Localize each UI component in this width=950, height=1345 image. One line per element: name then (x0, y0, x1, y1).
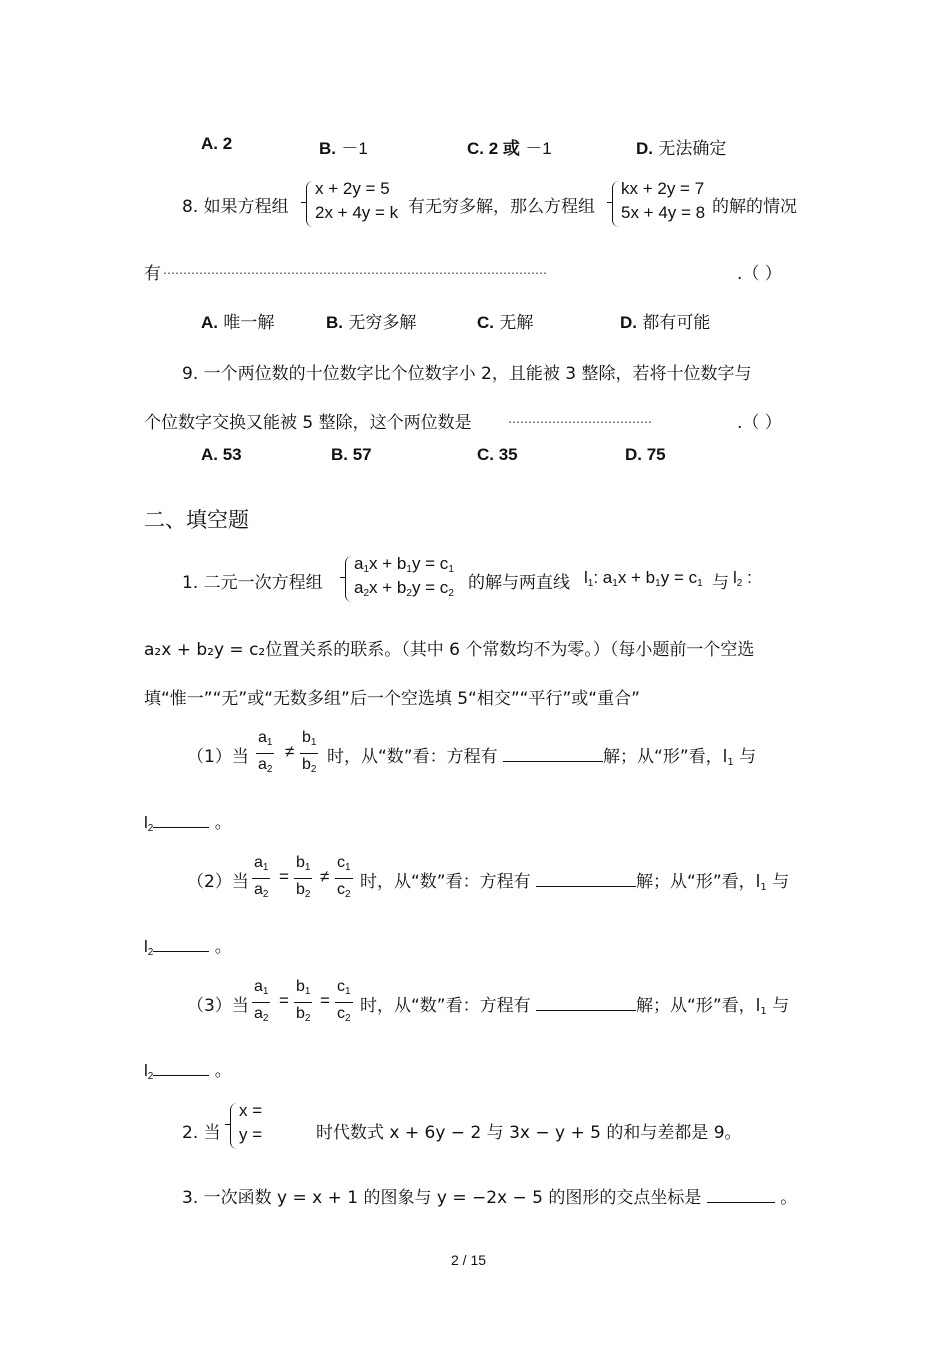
brace-icon (306, 181, 315, 227)
q8-dots: …………………………………………………………………………………… (163, 263, 547, 277)
neq-sign: ≠ (320, 867, 330, 886)
q8-system-1 (306, 181, 406, 229)
fraction-c1-c2: $\frac{c_1}{c_2}$ (337, 854, 351, 900)
q9-dots: ……………………………… (508, 412, 652, 426)
fraction-b1-b2: $\frac{b_1}{b_2}$ (296, 978, 311, 1024)
sub1-mid: 时，从“数”看：方程有 解；从“形”看，$l_1$ 与 (327, 747, 757, 768)
equation-line: 2x + 4y = k (315, 203, 399, 222)
equation-line: x = (239, 1101, 263, 1120)
f3-text: 3. 一次函数 y = x + 1 的图象与 y = −2x − 5 的图形的交点坐标是 。 (182, 1188, 798, 1208)
f2-system (230, 1103, 290, 1151)
q9-option-d: D. 75 (625, 445, 666, 464)
q8-option-c: C. 无解 (477, 313, 534, 333)
blank-3a[interactable] (536, 996, 636, 1011)
section-title: 二、填空题 (144, 508, 249, 532)
fraction-b1-b2: $\frac{b_1}{b_2}$ (296, 854, 311, 900)
fraction-a1-a2: $\frac{a_1}{a_2}$ (258, 729, 273, 775)
q9-line1: 9. 一个两位数的十位数字比个位数字小 2，且能被 3 整除，若将十位数字与 (182, 364, 752, 384)
f1-prefix: 1. 二元一次方程组 (182, 573, 323, 593)
brace-icon (345, 556, 354, 602)
blank-f3[interactable] (707, 1188, 775, 1203)
line-l2-label: $l_2$ : (733, 568, 752, 589)
q8-prefix: 8. 如果方程组 (182, 197, 289, 217)
equation-line: 5x + 4y = 8 (621, 203, 706, 222)
brace-icon (230, 1103, 239, 1149)
sub3-l2-line: $l_2$ 。 (144, 1061, 232, 1082)
q7-options (201, 134, 232, 154)
sub2-mid: 时，从“数”看：方程有 解；从“形”看，$l_1$ 与 (360, 872, 790, 893)
f1-with: 与 (712, 573, 729, 593)
neq-sign: ≠ (285, 742, 295, 761)
f2-prefix: 2. 当 (182, 1123, 221, 1143)
fraction-c1-c2: $\frac{c_1}{c_2}$ (337, 978, 351, 1024)
sub2-l2-line: $l_2$ 。 (144, 937, 232, 958)
q9-option-b: B. 57 (331, 445, 372, 464)
eq-sign: = (320, 991, 330, 1010)
q7-option-d: D. 无法确定 (636, 139, 727, 159)
q8-option-b: B. 无穷多解 (326, 313, 417, 333)
q7-option-a: A. 2 (201, 134, 233, 153)
q7-option-c: C. 2 或 －1 (467, 139, 552, 158)
q7-option-b: B. －1 (319, 139, 368, 158)
brace-icon (612, 181, 621, 227)
q8-line2: 有 (144, 264, 161, 284)
q8-middle: 有无穷多解，那么方程组 (408, 197, 595, 217)
sub3-mid: 时，从“数”看：方程有 解；从“形”看，$l_1$ 与 (360, 996, 790, 1017)
f1-line3: 填“惟一”“无”或“无数多组”后一个空选填 5“相交”“平行”或“重合” (144, 689, 640, 709)
blank-1a[interactable] (503, 747, 603, 762)
q9-option-c: C. 35 (477, 445, 518, 464)
sub1-l2-line: $l_2$ 。 (144, 813, 232, 834)
q8-option-a: A. 唯一解 (201, 313, 275, 333)
sub1-prefix: （1）当 (187, 747, 249, 767)
equation-line: $a_1x + b_1y = c_1$ (354, 554, 454, 575)
q8-paren: .（ ） (737, 264, 782, 284)
equation-line: $a_2x + b_2y = c_2$ (354, 578, 454, 599)
q9-line2: 个位数字交换又能被 5 整除，这个两位数是 (144, 413, 472, 433)
page-number: 2 / 15 (451, 1252, 487, 1268)
blank-1b[interactable] (153, 813, 209, 828)
fraction-a1-a2: $\frac{a_1}{a_2}$ (254, 978, 269, 1024)
blank-3b[interactable] (153, 1061, 209, 1076)
eq-sign: = (279, 991, 289, 1010)
q8-suffix: 的解的情况 (712, 197, 797, 217)
q9-paren: .（ ） (737, 413, 782, 433)
q8-option-d: D. 都有可能 (620, 313, 711, 333)
f1-system (345, 556, 465, 604)
sub3-prefix: （3）当 (187, 996, 249, 1016)
q8-system-2 (612, 181, 712, 229)
equation-line: y = (239, 1125, 263, 1144)
fraction-b1-b2: $\frac{b_1}{b_2}$ (302, 729, 317, 775)
fraction-a1-a2: $\frac{a_1}{a_2}$ (254, 854, 269, 900)
q9-option-a: A. 53 (201, 445, 242, 464)
equation-line: kx + 2y = 7 (621, 179, 705, 198)
eq-sign: = (279, 867, 289, 886)
f1-middle: 的解与两直线 (468, 573, 570, 593)
line-l1-equation: $l_1$: $a_1x + b_1y = c_1$ (584, 568, 703, 589)
blank-2b[interactable] (153, 937, 209, 952)
sub2-prefix: （2）当 (187, 872, 249, 892)
f2-text: 时代数式 x + 6y − 2 与 3x − y + 5 的和与差都是 9。 (316, 1123, 742, 1143)
f1-line2: a₂x + b₂y = c₂位置关系的联系。（其中 6 个常数均不为零。）（每小题前一个空选 (144, 640, 755, 660)
blank-2a[interactable] (536, 872, 636, 887)
equation-line: x + 2y = 5 (315, 179, 390, 198)
